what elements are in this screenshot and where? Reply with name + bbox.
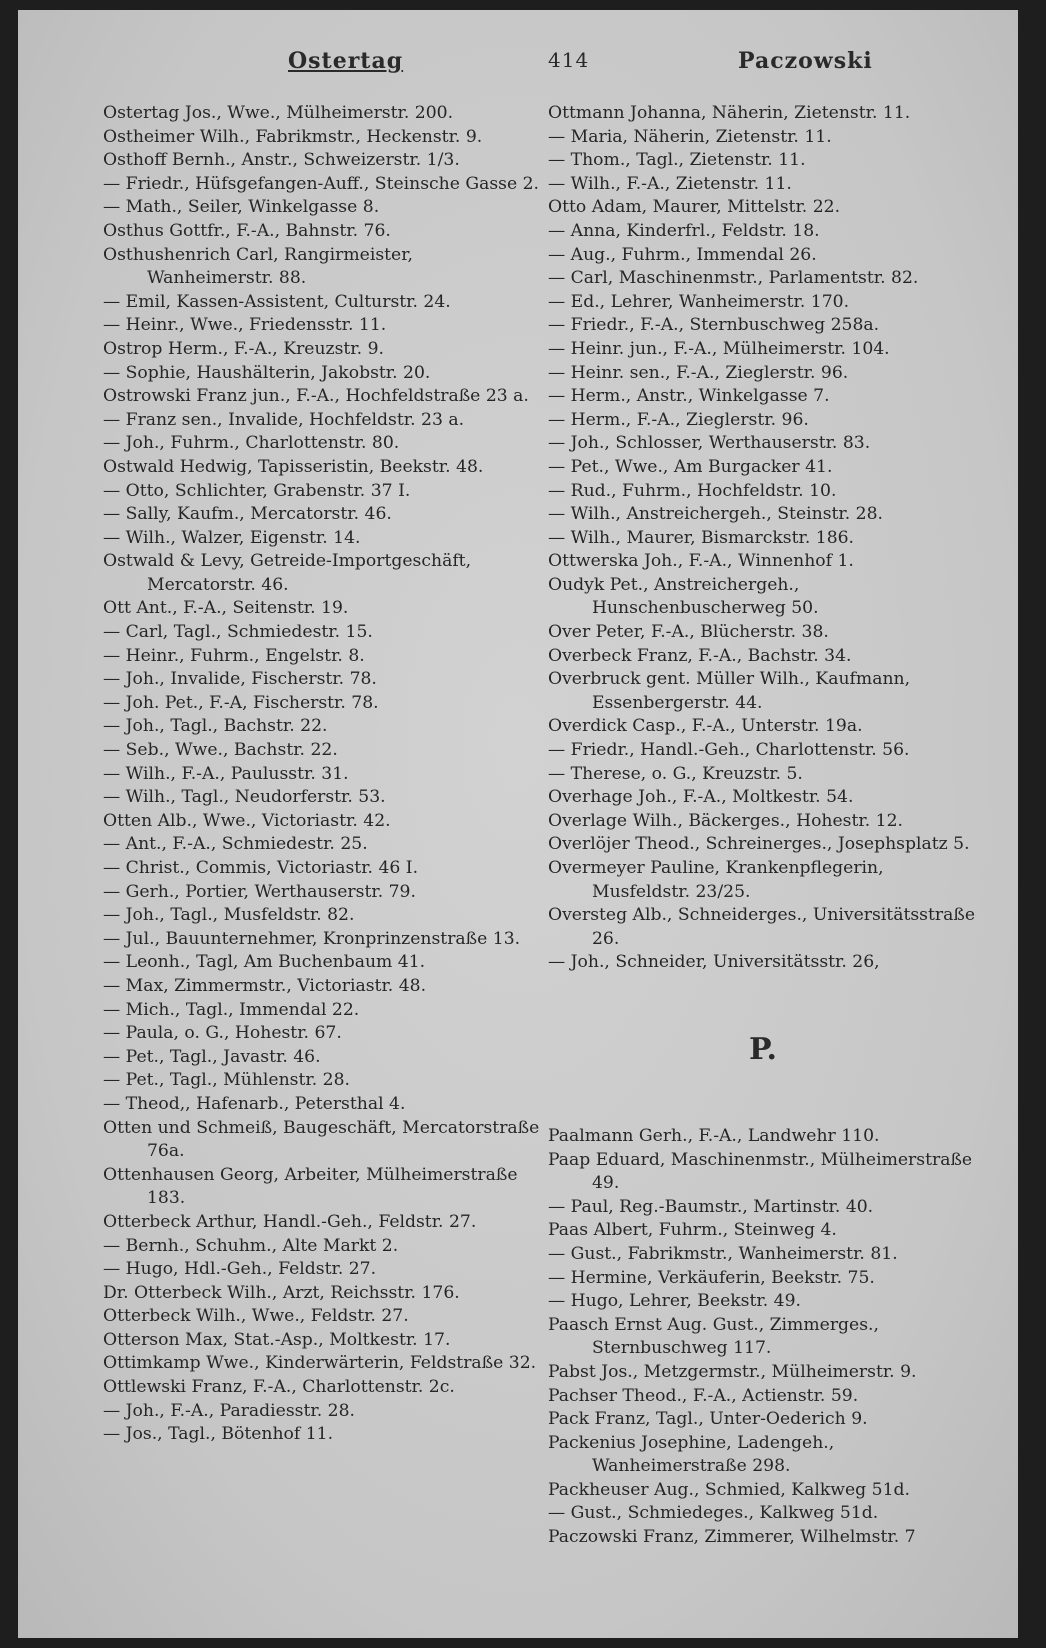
directory-entry: Overhage Joh., F.-A., Moltkestr. 54.	[548, 787, 854, 808]
directory-entry: — Wilh., Tagl., Neudorferstr. 53.	[103, 787, 386, 808]
directory-entry: Otten und Schmeiß, Baugeschäft, Mercatorstraße 76a.	[103, 1117, 540, 1162]
directory-entry: Overlöjer Theod., Schreinerges., Josephsplatz 5.	[548, 834, 970, 855]
directory-entry: — Franz sen., Invalide, Hochfeldstr. 23 a.	[103, 409, 465, 430]
directory-entry: — Thom., Tagl., Zietenstr. 11.	[548, 150, 806, 171]
directory-entry: Overmeyer Pauline, Krankenpflegerin, Musfeldstr. 23/25.	[548, 858, 884, 902]
directory-entry: — Max, Zimmermstr., Victoriastr. 48.	[103, 975, 427, 996]
directory-entry: Oversteg Alb., Schneiderges., Universitätsstraße 26.	[548, 905, 976, 949]
directory-entry: — Therese, o. G., Kreuzstr. 5.	[548, 763, 803, 784]
directory-entry: — Gust., Fabrikmstr., Wanheimerstr. 81.	[548, 1243, 898, 1264]
directory-entry: Osthoff Bernh., Anstr., Schweizerstr. 1/3.	[103, 150, 460, 171]
directory-entry: Paap Eduard, Maschinenmstr., Mülheimerstraße 49.	[548, 1149, 973, 1194]
page-number: 414	[548, 48, 590, 72]
directory-entry: — Joh. Pet., F.-A, Fischerstr. 78.	[103, 692, 379, 713]
directory-entry: — Hugo, Lehrer, Beekstr. 49.	[548, 1291, 801, 1312]
directory-entry: — Ed., Lehrer, Wanheimerstr. 170.	[548, 291, 850, 312]
directory-entry: Paas Albert, Fuhrm., Steinweg 4.	[548, 1220, 837, 1241]
directory-entry: — Carl, Maschinenmstr., Parlamentstr. 82.	[548, 268, 919, 289]
directory-entry: — Pet., Wwe., Am Burgacker 41.	[548, 456, 833, 477]
directory-entry: Osthus Gottfr., F.-A., Bahnstr. 76.	[103, 220, 391, 241]
directory-entry: Ott Ant., F.-A., Seitenstr. 19.	[103, 598, 349, 619]
directory-entry: Ottwerska Joh., F.-A., Winnenhof 1.	[548, 551, 854, 572]
directory-entry: — Heinr. sen., F.-A., Zieglerstr. 96.	[548, 362, 849, 383]
directory-entry: — Heinr., Wwe., Friedensstr. 11.	[103, 315, 387, 336]
directory-entry: — Pet., Tagl., Javastr. 46.	[103, 1046, 321, 1067]
directory-entry: — Wilh., F.-A., Zietenstr. 11.	[548, 173, 792, 194]
directory-entry: Packheuser Aug., Schmied, Kalkweg 51d.	[548, 1479, 910, 1500]
directory-entry: — Joh., Fuhrm., Charlottenstr. 80.	[103, 433, 400, 454]
directory-entry: — Wilh., Walzer, Eigenstr. 14.	[103, 527, 361, 548]
section-letter: P.	[748, 1031, 778, 1067]
directory-entry: Ostwald & Levy, Getreide-Importgeschäft, Mercatorstr. 46.	[103, 551, 472, 595]
directory-page	[18, 10, 1018, 1638]
directory-entry: Dr. Otterbeck Wilh., Arzt, Reichsstr. 176.	[103, 1282, 460, 1303]
directory-entry: — Gerh., Portier, Werthauserstr. 79.	[103, 881, 416, 902]
directory-entry: — Emil, Kassen-Assistent, Culturstr. 24.	[103, 291, 451, 312]
directory-entry: — Seb., Wwe., Bachstr. 22.	[103, 740, 338, 761]
directory-entry: Overbeck Franz, F.-A., Bachstr. 34.	[548, 645, 852, 666]
directory-entry: Otterbeck Wilh., Wwe., Feldstr. 27.	[103, 1306, 409, 1327]
directory-entry: Paczowski Franz, Zimmerer, Wilhelmstr. 7	[548, 1527, 916, 1548]
directory-entry: — Hermine, Verkäuferin, Beekstr. 75.	[548, 1267, 875, 1288]
directory-entry: Ostertag Jos., Wwe., Mülheimerstr. 200.	[103, 103, 454, 123]
directory-entry: — Sophie, Haushälterin, Jakobstr. 20.	[103, 362, 431, 383]
directory-entry: — Carl, Tagl., Schmiedestr. 15.	[103, 622, 373, 643]
directory-entry: — Friedr., Handl.-Geh., Charlottenstr. 56.	[548, 740, 910, 761]
directory-entry: — Joh., Schlosser, Werthauserstr. 83.	[548, 433, 871, 454]
directory-entry: — Heinr., Fuhrm., Engelstr. 8.	[103, 645, 365, 666]
directory-entry: — Jos., Tagl., Bötenhof 11.	[103, 1424, 334, 1445]
directory-entry: Paalmann Gerh., F.-A., Landwehr 110.	[548, 1125, 880, 1146]
directory-entry: Ottlewski Franz, F.-A., Charlottenstr. 2c.	[103, 1377, 455, 1398]
directory-entry: — Math., Seiler, Winkelgasse 8.	[103, 197, 380, 218]
directory-entry: — Joh., F.-A., Paradiesstr. 28.	[103, 1400, 355, 1421]
directory-entry: Pack Franz, Tagl., Unter-Oederich 9.	[548, 1409, 868, 1430]
directory-entry: Overlage Wilh., Bäckerges., Hohestr. 12.	[548, 810, 903, 831]
directory-entry: — Herm., F.-A., Zieglerstr. 96.	[548, 409, 809, 430]
directory-entry: Pachser Theod., F.-A., Actienstr. 59.	[548, 1385, 859, 1406]
directory-entry: Packenius Josephine, Ladengeh., Wanheimerstraße 298.	[548, 1432, 835, 1477]
header-right-keyword: Paczowski	[738, 48, 873, 74]
directory-entry: — Rud., Fuhrm., Hochfeldstr. 10.	[548, 480, 837, 501]
directory-entry: — Maria, Näherin, Zietenstr. 11.	[548, 126, 832, 147]
directory-entry: Ostrop Herm., F.-A., Kreuzstr. 9.	[103, 338, 384, 359]
directory-entry: Over Peter, F.-A., Blücherstr. 38.	[548, 622, 829, 643]
directory-entry: Osthushenrich Carl, Rangirmeister, Wanheimerstr. 88.	[103, 244, 414, 289]
directory-entry: Ottenhausen Georg, Arbeiter, Mülheimerstraße 183.	[103, 1164, 518, 1209]
directory-entry: Ottimkamp Wwe., Kinderwärterin, Feldstraße 32.	[103, 1353, 537, 1374]
directory-entry: — Paul, Reg.-Baumstr., Martinstr. 40.	[548, 1196, 874, 1217]
directory-entry: — Herm., Anstr., Winkelgasse 7.	[548, 386, 830, 407]
directory-entry: — Wilh., Maurer, Bismarckstr. 186.	[548, 527, 855, 548]
directory-entry: — Pet., Tagl., Mühlenstr. 28.	[103, 1070, 350, 1091]
directory-entry: Overbruck gent. Müller Wilh., Kaufmann, Essenbergerstr. 44.	[548, 669, 911, 713]
directory-entry: — Wilh., Anstreichergeh., Steinstr. 28.	[548, 504, 884, 525]
directory-entry: Pabst Jos., Metzgermstr., Mülheimerstr. 9.	[548, 1361, 917, 1382]
directory-entry: — Sally, Kaufm., Mercatorstr. 46.	[103, 504, 392, 525]
directory-entry: — Paula, o. G., Hohestr. 67.	[103, 1023, 342, 1044]
directory-entry: — Aug., Fuhrm., Immendal 26.	[548, 244, 817, 265]
directory-entry: — Leonh., Tagl, Am Buchenbaum 41.	[103, 952, 426, 973]
directory-entry: — Joh., Schneider, Universitätsstr. 26,	[548, 952, 880, 973]
directory-entry: — Wilh., F.-A., Paulusstr. 31.	[103, 763, 349, 784]
directory-entry: — Joh., Tagl., Bachstr. 22.	[103, 716, 328, 737]
directory-entry: — Joh., Tagl., Musfeldstr. 82.	[103, 905, 355, 926]
directory-entry: — Hugo, Hdl.-Geh., Feldstr. 27.	[103, 1259, 377, 1280]
directory-entry: — Christ., Commis, Victoriastr. 46 I.	[103, 858, 419, 878]
directory-entry: — Friedr., Hüfsgefangen-Auff., Steinsche Gasse 2.	[103, 173, 540, 194]
directory-entry: — Gust., Schmiedeges., Kalkweg 51d.	[548, 1503, 879, 1524]
directory-entry: — Otto, Schlichter, Grabenstr. 37 I.	[103, 480, 411, 501]
directory-entry: Overdick Casp., F.-A., Unterstr. 19a.	[548, 716, 863, 737]
left-column	[103, 102, 543, 1447]
page-header	[58, 48, 978, 88]
directory-entry: — Friedr., F.-A., Sternbuschweg 258a.	[548, 315, 880, 336]
directory-entry: Otterson Max, Stat.-Asp., Moltkestr. 17.	[103, 1329, 451, 1350]
right-column-bottom	[548, 1125, 978, 1550]
directory-entry: Otto Adam, Maurer, Mittelstr. 22.	[548, 197, 841, 218]
directory-entry: Ostheimer Wilh., Fabrikmstr., Heckenstr. 9.	[103, 126, 483, 147]
directory-entry: — Joh., Invalide, Fischerstr. 78.	[103, 669, 377, 690]
directory-entry: Ostrowski Franz jun., F.-A., Hochfeldstraße 23 a.	[103, 386, 529, 407]
directory-entry: Oudyk Pet., Anstreichergeh., Hunschenbuscherweg 50.	[548, 574, 819, 619]
directory-entry: Paasch Ernst Aug. Gust., Zimmerges., Sternbuschweg 117.	[548, 1314, 879, 1359]
right-column	[548, 102, 978, 1550]
directory-entry: — Theod,, Hafenarb., Petersthal 4.	[103, 1093, 406, 1114]
directory-entry: Ostwald Hedwig, Tapisseristin, Beekstr. 48.	[103, 456, 484, 477]
directory-entry: Otterbeck Arthur, Handl.-Geh., Feldstr. 27.	[103, 1211, 477, 1232]
directory-entry: Otten Alb., Wwe., Victoriastr. 42.	[103, 810, 391, 831]
directory-entry: Ottmann Johanna, Näherin, Zietenstr. 11.	[548, 103, 911, 123]
header-left-keyword: Ostertag	[288, 48, 404, 74]
directory-entry: — Ant., F.-A., Schmiedestr. 25.	[103, 834, 368, 855]
right-column-top	[548, 102, 978, 975]
directory-entry: — Mich., Tagl., Immendal 22.	[103, 999, 360, 1020]
directory-entry: — Anna, Kinderfrl., Feldstr. 18.	[548, 220, 820, 241]
directory-entry: — Heinr. jun., F.-A., Mülheimerstr. 104.	[548, 338, 890, 359]
directory-entry: — Bernh., Schuhm., Alte Markt 2.	[103, 1235, 399, 1256]
directory-entry: — Jul., Bauunternehmer, Kronprinzenstraße 13.	[103, 928, 521, 949]
